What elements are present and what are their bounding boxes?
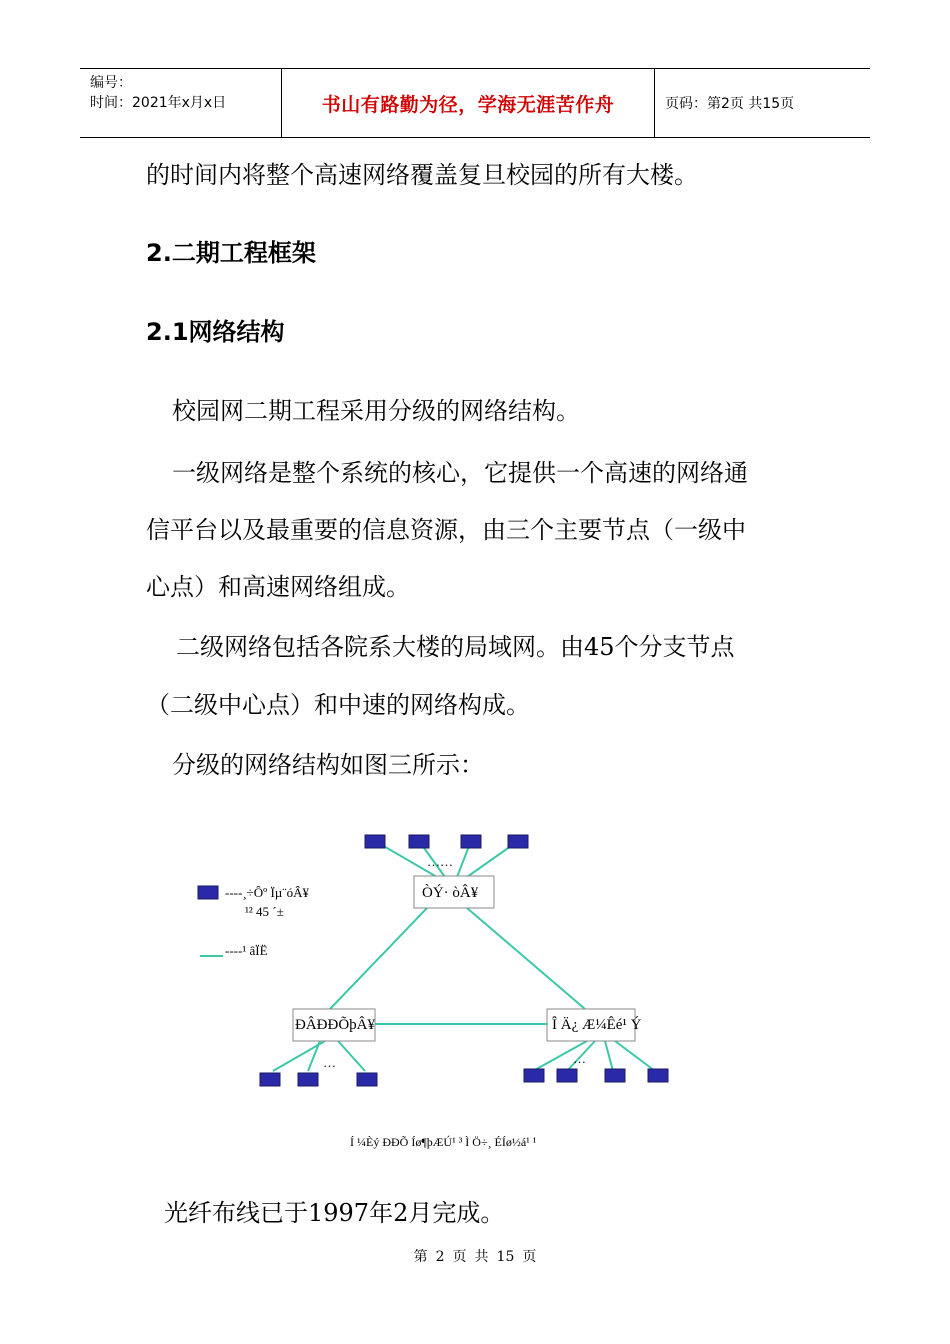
footer-page: 2 (435, 1249, 445, 1265)
node-icon (605, 1069, 625, 1082)
page-info: 页码：第2页 共15页 (665, 96, 795, 112)
page-header (80, 68, 870, 138)
left-node-label: ÐÂÐÐÕþÂ¥ (295, 1017, 375, 1033)
node-icon (508, 835, 528, 848)
node-icon (461, 835, 481, 848)
legend-line-text: ----¹ âÏË (225, 943, 268, 958)
node-icon (524, 1069, 544, 1082)
paragraph: 一级网络是整个系统的核心，它提供一个高速的网络通 (172, 459, 748, 487)
figure-caption: Í ¼Èý ÐÐÕ Íø¶þÆÚ¹ ³ Ì Ö÷¸ ÉÍø½á¹ ¹ (350, 1135, 537, 1149)
footer-gong: 共 (474, 1249, 489, 1265)
paragraph: （二级中心点）和中速的网络构成。 (146, 691, 530, 719)
time-label: 时间：2021年x月x日 (90, 95, 227, 111)
node-icon (409, 835, 429, 848)
paragraph: 心点）和高速网络组成。 (146, 573, 410, 601)
motto: 书山有路勤为径，学海无涯苦作舟 (282, 69, 655, 137)
section-heading: 2.二期工程框架 (146, 239, 316, 267)
footer-ye2: 页 (522, 1249, 537, 1265)
node-icon (648, 1069, 668, 1082)
right-node-label: Î Ä¿ Æ¼Êé¹ Ý (552, 1017, 642, 1033)
paragraph: 二级网络包括各院系大楼的局域网。由45个分支节点 (176, 633, 735, 661)
dots: … (323, 1055, 336, 1070)
node-icon (298, 1073, 318, 1086)
top-node-label: ÒÝ· òÂ¥ (422, 885, 479, 901)
node-icon (365, 835, 385, 848)
dots: … (573, 1051, 586, 1066)
header-meta (80, 69, 282, 137)
text-line: 的时间内将整个高速网络覆盖复旦校园的所有大楼。 (146, 161, 698, 189)
leaf-nodes (198, 835, 668, 1086)
paragraph: 光纤布线已于1997年2月完成。 (164, 1199, 505, 1227)
page-footer (0, 1246, 950, 1266)
legend-node-icon (198, 886, 218, 899)
network-diagram (195, 825, 685, 1165)
dots: …… (427, 854, 453, 869)
paragraph: 分级的网络结构如图三所示： (172, 751, 484, 779)
paragraph: 信平台以及最重要的信息资源，由三个主要节点（一级中 (146, 516, 746, 544)
legend-node-text: ----¸÷Ôº Ïµ¨óÂ¥ (225, 885, 309, 900)
paragraph: 校园网二期工程采用分级的网络结构。 (172, 397, 580, 425)
node-icon (357, 1073, 377, 1086)
node-icon (260, 1073, 280, 1086)
number-label: 编号： (90, 75, 132, 91)
footer-total: 15 (496, 1249, 515, 1265)
footer-di: 第 (413, 1249, 428, 1265)
footer-ye: 页 (452, 1249, 467, 1265)
legend-node-text: ¹² 45 ´± (245, 904, 284, 919)
node-icon (557, 1069, 577, 1082)
subsection-heading: 2.1网络结构 (146, 318, 285, 346)
